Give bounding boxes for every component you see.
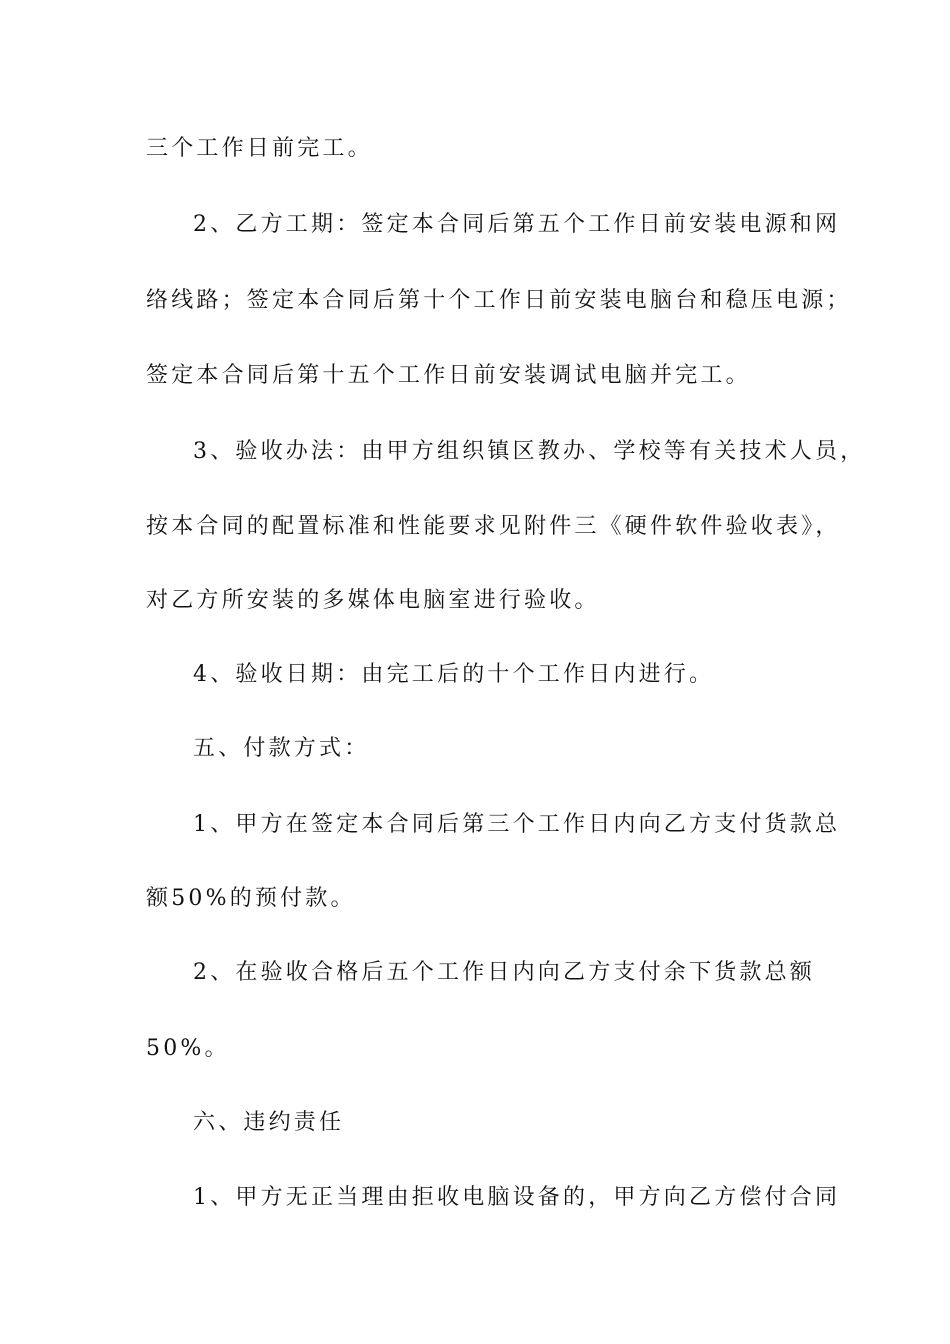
text-line-12: 2、在验收合格后五个工作日内向乙方支付余下货款总额 bbox=[193, 960, 815, 985]
section-heading-payment: 五、付款方式： bbox=[193, 736, 370, 761]
text-line-6: 按本合同的配置标准和性能要求见附件三《硬件软件验收表》， bbox=[146, 514, 841, 539]
section-heading-liability: 六、违约责任 bbox=[193, 1110, 345, 1135]
text-line-2: 2、乙方工期：签定本合同后第五个工作日前安装电源和网 bbox=[193, 212, 841, 237]
text-line-8: 4、验收日期：由完工后的十个工作日内进行。 bbox=[193, 662, 715, 687]
text-line-7: 对乙方所安装的多媒体电脑室进行验收。 bbox=[146, 588, 600, 613]
text-line-15: 1、甲方无正当理由拒收电脑设备的，甲方向乙方偿付合同 bbox=[193, 1185, 841, 1210]
text-line-1: 三个工作日前完工。 bbox=[146, 136, 373, 161]
text-line-3: 络线路；签定本合同后第十个工作日前安装电脑台和稳压电源； bbox=[146, 288, 852, 313]
text-line-10: 1、甲方在签定本合同后第三个工作日内向乙方支付货款总 bbox=[193, 812, 841, 837]
text-line-13: 50%。 bbox=[146, 1036, 230, 1061]
text-line-4: 签定本合同后第十五个工作日前安装调试电脑并完工。 bbox=[146, 363, 751, 388]
text-line-11: 额50%的预付款。 bbox=[146, 886, 356, 911]
text-line-5: 3、验收办法：由甲方组织镇区教办、学校等有关技术人员， bbox=[193, 439, 866, 464]
